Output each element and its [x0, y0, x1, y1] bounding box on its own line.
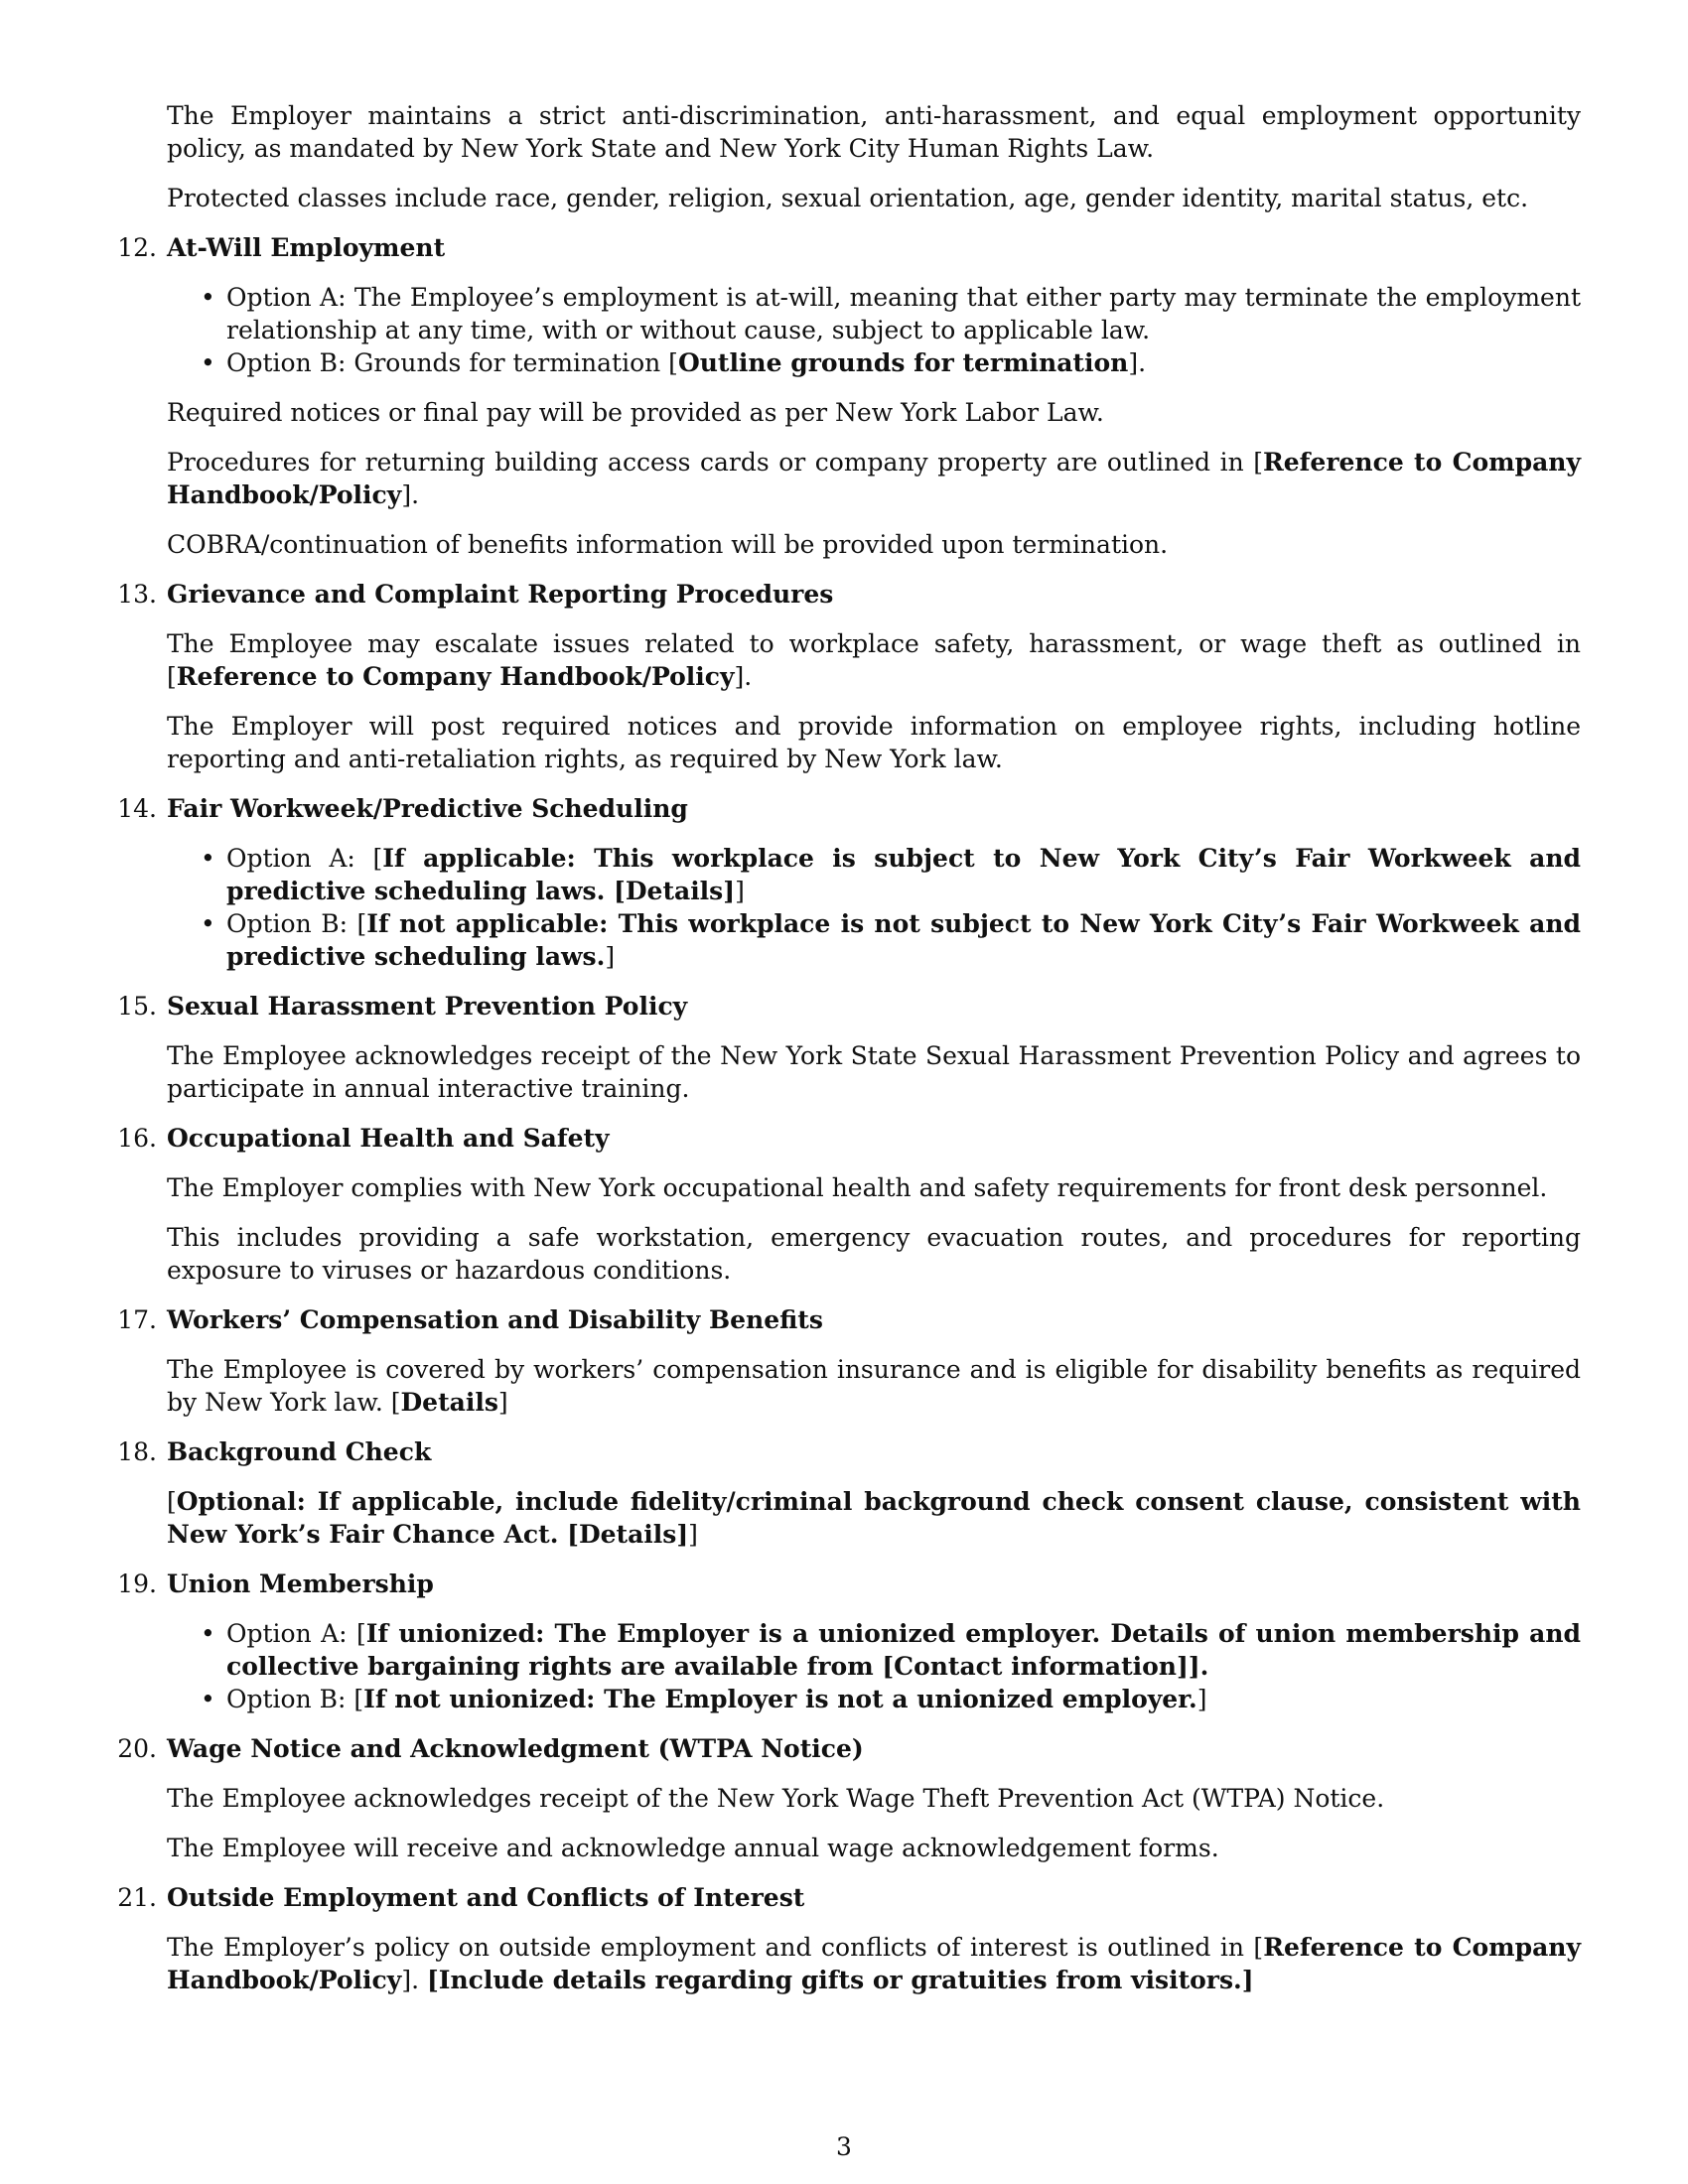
intro-paragraph: Protected classes include race, gender, religion, sexual orientation, age, gender identity, marital status, etc. — [167, 184, 1529, 212]
section-title: At-Will Employment — [167, 233, 446, 262]
section-heading — [117, 1881, 1581, 1914]
section-heading — [117, 990, 1581, 1023]
section-paragraph: The Employer will post required notices and provide information on employee rights, including hotline reporting and anti-retaliation rights, as required by New York law. — [167, 712, 1581, 773]
section-number: 16. — [117, 1124, 157, 1153]
section-paragraph: Required notices or final pay will be provided as per New York Labor Law. — [167, 398, 1104, 427]
section-heading — [117, 1303, 1581, 1336]
section-title: Fair Workweek/Predictive Scheduling — [167, 794, 688, 823]
section-paragraph: COBRA/continuation of benefits information will be provided upon termination. — [167, 530, 1169, 559]
option-list — [167, 281, 1581, 379]
section-heading — [117, 792, 1581, 825]
section-paragraph: The Employee may escalate issues related to workplace safety, harassment, or wage theft as outlined in [Reference to Company Handbook/Policy]. — [167, 629, 1581, 691]
section-heading — [117, 231, 1581, 264]
section-number: 14. — [117, 794, 157, 823]
section-paragraph: The Employee acknowledges receipt of the New York Wage Theft Prevention Act (WTPA) Notice. — [167, 1784, 1385, 1813]
section-heading — [117, 1732, 1581, 1765]
section-title: Union Membership — [167, 1570, 434, 1598]
section-paragraph: The Employer complies with New York occupational health and safety requirements for front desk personnel. — [167, 1173, 1548, 1202]
section-title: Occupational Health and Safety — [167, 1124, 610, 1153]
section-paragraph: Procedures for returning building access cards or company property are outlined in [Reference to Company Handbook/Policy]. — [167, 448, 1581, 509]
option-list — [167, 1617, 1581, 1715]
section-number: 20. — [117, 1734, 157, 1763]
option-item: • Option A: [If unionized: The Employer is a unionized employer. Details of union membership and collective bargaining rights are available from [Contact information]]. — [226, 1617, 1581, 1683]
option-item: • Option A: The Employee’s employment is at-will, meaning that either party may terminate the employment relationship at any time, with or without cause, subject to applicable law. — [226, 281, 1581, 346]
section-title: Workers’ Compensation and Disability Benefits — [167, 1305, 823, 1334]
intro-paragraph: The Employer maintains a strict anti-discrimination, anti-harassment, and equal employment opportunity policy, as mandated by New York State and New York City Human Rights Law. — [167, 101, 1581, 163]
section-number: 17. — [117, 1305, 157, 1334]
section-paragraph: The Employee acknowledges receipt of the New York State Sexual Harassment Prevention Policy and agrees to participate in annual interactive training. — [167, 1041, 1581, 1103]
section-title: Grievance and Complaint Reporting Procedures — [167, 580, 834, 609]
option-item: • Option B: Grounds for termination [Outline grounds for termination]. — [226, 346, 1581, 379]
option-item: • Option A: [If applicable: This workplace is subject to New York City’s Fair Workweek and predictive scheduling laws. [Details]] — [226, 842, 1581, 907]
section-paragraph: [Optional: If applicable, include fidelity/criminal background check consent clause, consistent with New York’s Fair Chance Act. [Details]] — [167, 1487, 1581, 1549]
page-number: 3 — [836, 2132, 852, 2161]
section-paragraph: This includes providing a safe workstation, emergency evacuation routes, and procedures for reporting exposure to viruses or hazardous conditions. — [167, 1223, 1581, 1285]
section-heading — [117, 1568, 1581, 1600]
section-number: 18. — [117, 1437, 157, 1466]
section-paragraph: The Employee is covered by workers’ compensation insurance and is eligible for disability benefits as required by New York law. [Details] — [167, 1355, 1581, 1417]
section-number: 15. — [117, 992, 157, 1021]
section-paragraph: The Employer’s policy on outside employment and conflicts of interest is outlined in [Reference to Company Handbook/Policy]. [Include details regarding gifts or gratuities from visitors.] — [167, 1933, 1581, 1994]
section-title: Outside Employment and Conflicts of Interest — [167, 1883, 805, 1912]
section-title: Background Check — [167, 1437, 432, 1466]
section-number: 19. — [117, 1570, 157, 1598]
section-heading — [117, 1435, 1581, 1468]
section-number: 21. — [117, 1883, 157, 1912]
option-item: • Option B: [If not unionized: The Employer is not a unionized employer.] — [226, 1683, 1581, 1715]
section-paragraph: The Employee will receive and acknowledge annual wage acknowledgement forms. — [167, 1834, 1219, 1862]
section-number: 12. — [117, 233, 157, 262]
option-list — [167, 842, 1581, 973]
section-heading — [117, 578, 1581, 611]
section-title: Sexual Harassment Prevention Policy — [167, 992, 688, 1021]
document-body — [117, 99, 1581, 2013]
section-title: Wage Notice and Acknowledgment (WTPA Notice) — [167, 1734, 864, 1763]
section-heading — [117, 1122, 1581, 1155]
option-item: • Option B: [If not applicable: This workplace is not subject to New York City’s Fair Workweek and predictive scheduling laws.] — [226, 907, 1581, 973]
section-number: 13. — [117, 580, 157, 609]
